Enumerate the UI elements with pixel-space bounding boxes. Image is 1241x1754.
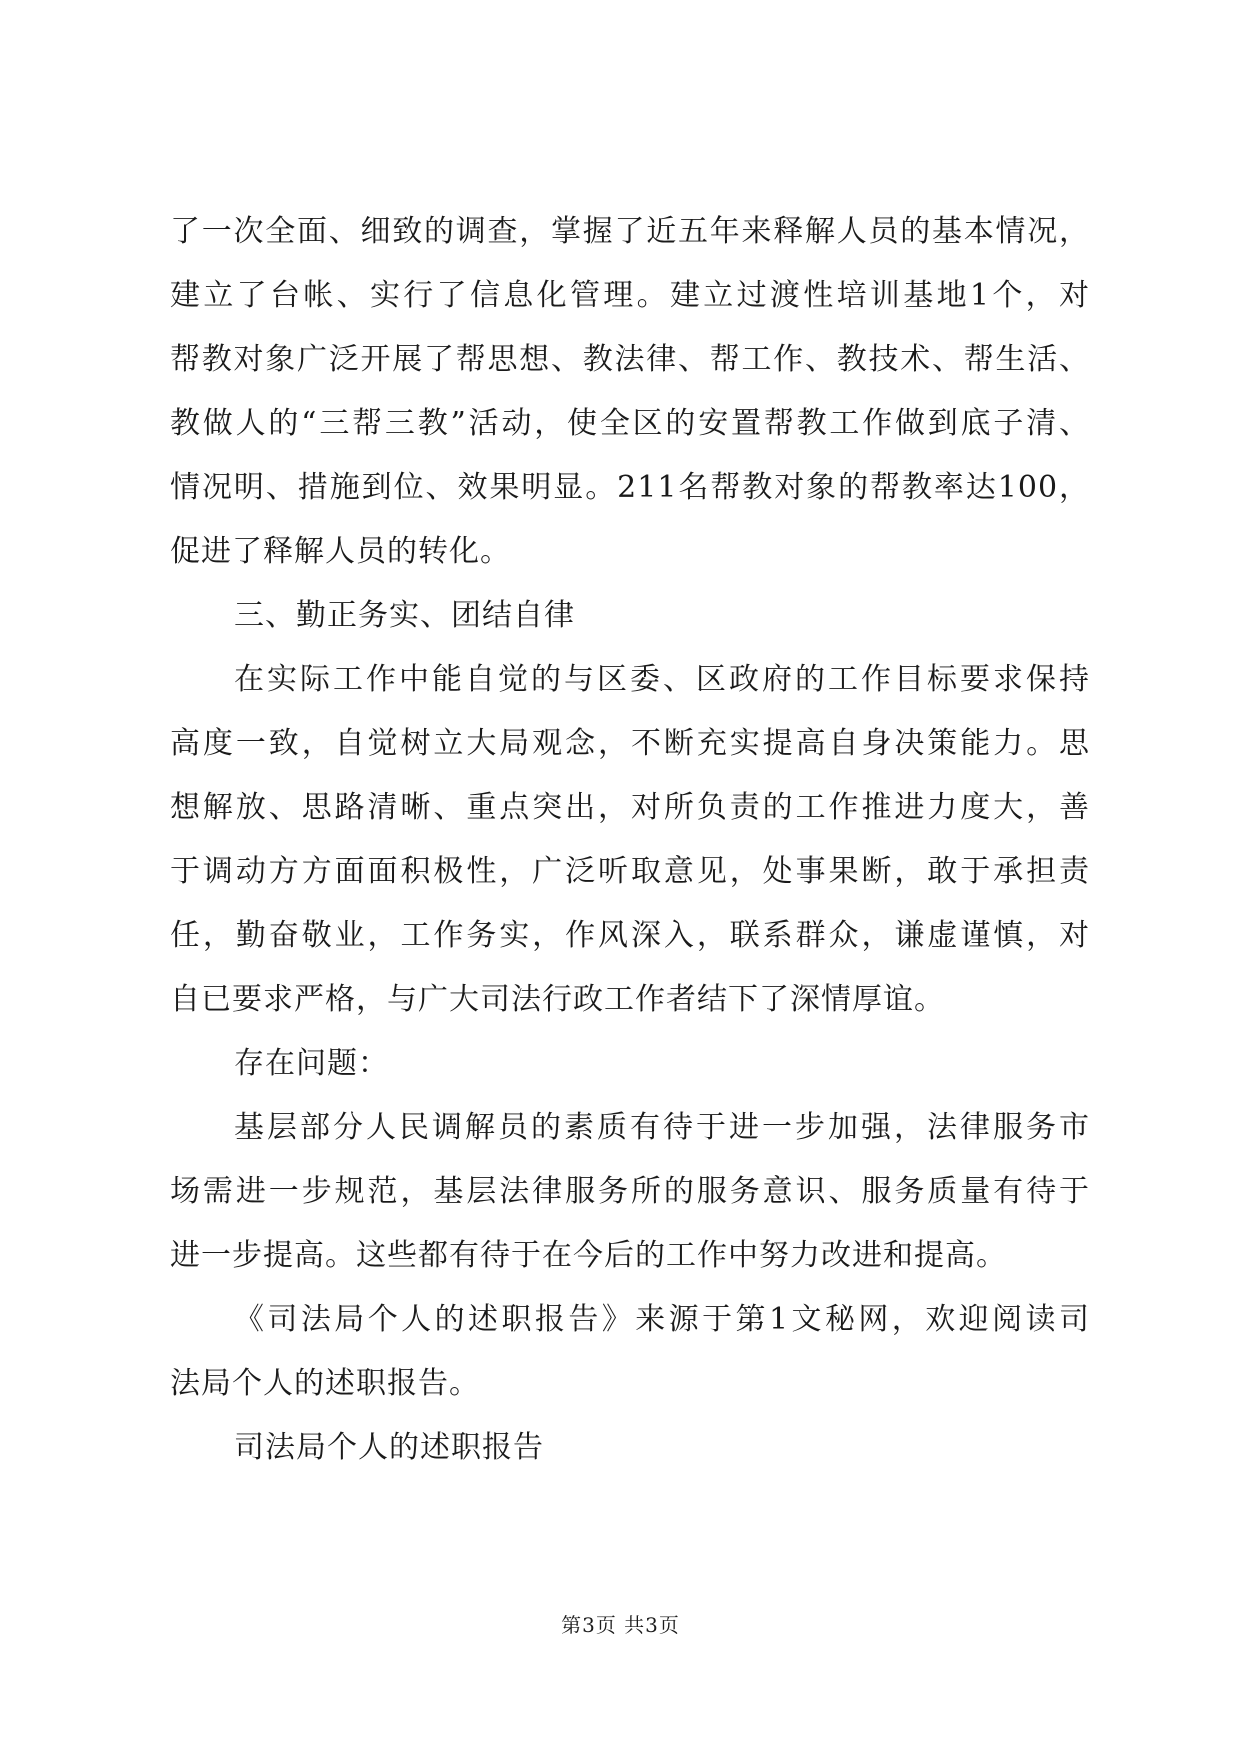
text-line: 情况明、措施到位、效果明显。211名帮教对象的帮教率达100，: [170, 470, 1090, 505]
text-line: 建立了台帐、实行了信息化管理。建立过渡性培训基地1个，对: [170, 278, 1090, 313]
page-number: 第3页 共3页: [561, 1613, 680, 1637]
text-line: 高度一致，自觉树立大局观念，不断充实提高自身决策能力。思: [170, 726, 1090, 761]
text-line: 帮教对象广泛开展了帮思想、教法律、帮工作、教技术、帮生活、: [170, 342, 1090, 377]
section-heading: 存在问题：: [234, 1046, 389, 1081]
text-line: 想解放、思路清晰、重点突出，对所负责的工作推进力度大，善: [170, 790, 1090, 825]
text-line: 于调动方方面面积极性，广泛听取意见，处事果断，敢于承担责: [170, 854, 1090, 889]
text-line: 任，勤奋敬业，工作务实，作风深入，联系群众，谦虚谨慎，对: [170, 918, 1090, 953]
text-line: 基层部分人民调解员的素质有待于进一步加强，法律服务市: [234, 1110, 1090, 1145]
document-body: [170, 200, 1090, 1480]
text-line: 教做人的“三帮三教”活动，使全区的安置帮教工作做到底子清、: [170, 406, 1090, 441]
document-title: 司法局个人的述职报告: [234, 1430, 544, 1465]
text-line: 在实际工作中能自觉的与区委、区政府的工作目标要求保持: [234, 662, 1090, 697]
section-heading: 三、勤正务实、团结自律: [234, 598, 575, 633]
text-line: 场需进一步规范，基层法律服务所的服务意识、服务质量有待于: [170, 1174, 1090, 1209]
text-line: 促进了释解人员的转化。: [170, 534, 511, 569]
text-line: 进一步提高。这些都有待于在今后的工作中努力改进和提高。: [170, 1238, 1007, 1273]
text-line: 法局个人的述职报告。: [170, 1366, 480, 1401]
text-line: 自已要求严格，与广大司法行政工作者结下了深情厚谊。: [170, 982, 945, 1017]
text-line: 《司法局个人的述职报告》来源于第1文秘网，欢迎阅读司: [234, 1302, 1090, 1337]
text-line: 了一次全面、细致的调查，掌握了近五年来释解人员的基本情况，: [170, 214, 1090, 249]
